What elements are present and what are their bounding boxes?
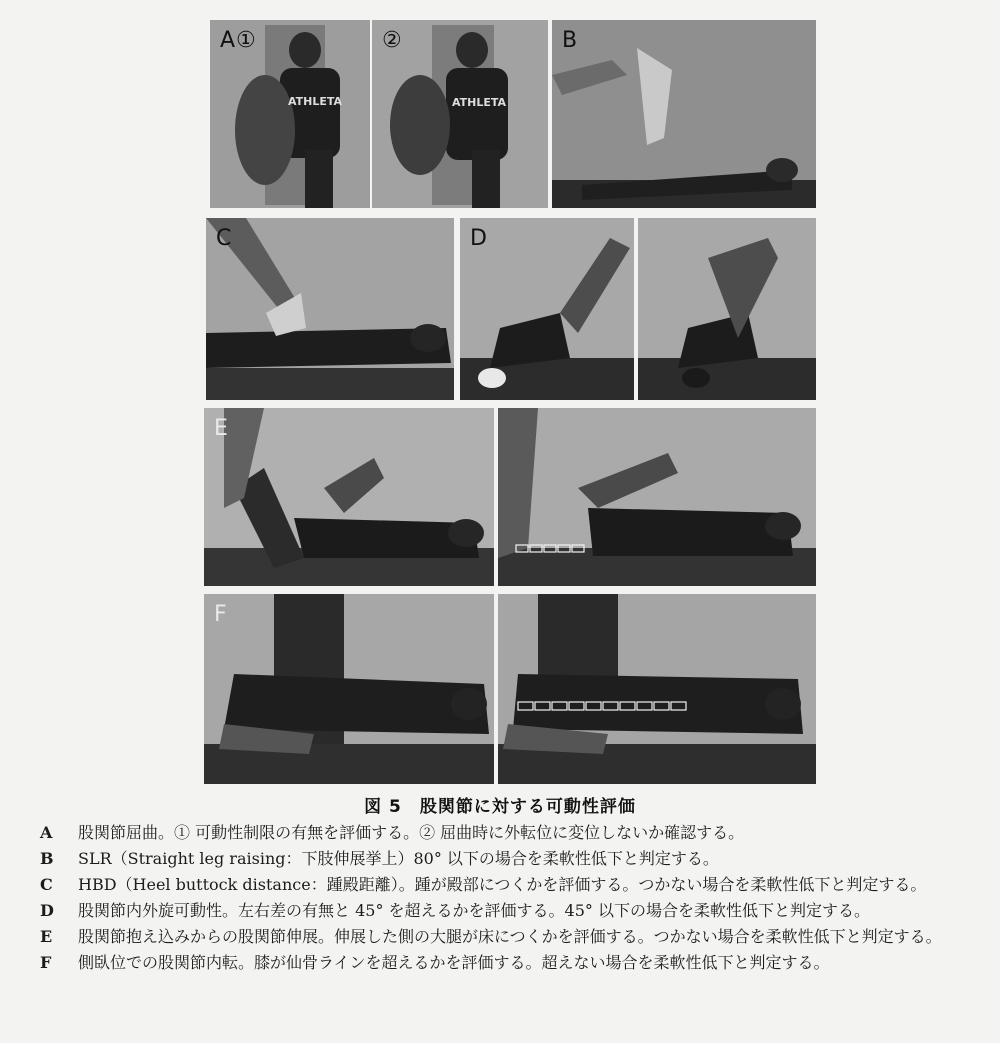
photo-panel-e1 — [204, 408, 494, 586]
photo-panel-c — [206, 218, 454, 400]
legend-text: SLR（Straight leg raising：下肢伸展挙上）80° 以下の場合を柔軟性低下と判定する。 — [78, 849, 719, 868]
photo-panel-a2 — [372, 20, 548, 208]
legend-text: 股関節屈曲。① 可動性制限の有無を評価する。② 屈曲時に外転位に変位しないか確認する。 — [78, 823, 745, 842]
shirt-text-a2: ATHLETA — [452, 96, 507, 109]
legend-text: HBD（Heel buttock distance：踵殿距離）。踵が殿部につくかを評価する。つかない場合を柔軟性低下と判定する。 — [78, 875, 927, 894]
figure-legend — [40, 822, 980, 978]
photo-panel-a1 — [210, 20, 370, 208]
legend-key: A — [40, 823, 53, 842]
photo-f2-scene — [498, 594, 816, 784]
photo-e2-scene — [498, 408, 816, 586]
panel-label-f: F — [214, 602, 228, 627]
photo-c-scene — [206, 218, 454, 400]
panel-label-a2: ② — [382, 28, 403, 53]
legend-text: 股関節内外旋可動性。左右差の有無と 45° を超えるかを評価する。45° 以下の場合を柔軟性低下と判定する。 — [78, 901, 870, 920]
panel-label-e: E — [214, 416, 229, 441]
figure-caption: 図 5 股関節に対する可動性評価 — [364, 797, 636, 817]
panel-label-d: D — [470, 226, 488, 251]
legend-item-d — [40, 900, 980, 922]
photo-panel-d2 — [638, 218, 816, 400]
legend-key: C — [40, 875, 53, 894]
photo-d2-scene — [638, 218, 816, 400]
shirt-text-a1: ATHLETA — [288, 95, 343, 108]
photo-panel-b — [552, 20, 816, 208]
legend-item-a — [40, 822, 980, 844]
legend-text: 股関節抱え込みからの股関節伸展。伸展した側の大腿が床につくかを評価する。つかない場合を柔軟性低下と判定する。 — [78, 927, 942, 946]
legend-key: B — [40, 849, 54, 868]
photo-f1-scene — [204, 594, 494, 784]
photo-e1-scene — [204, 408, 494, 586]
photo-b-scene — [552, 20, 816, 208]
panel-label-a1: A① — [220, 28, 257, 53]
photo-panel-d1 — [460, 218, 634, 400]
legend-key: F — [40, 953, 52, 972]
legend-item-e — [40, 926, 980, 948]
panel-label-c: C — [216, 226, 233, 251]
legend-item-f — [40, 952, 980, 974]
panel-label-b: B — [562, 28, 579, 53]
legend-text: 側臥位での股関節内転。膝が仙骨ラインを超えるかを評価する。超えない場合を柔軟性低下と判定する。 — [78, 953, 830, 972]
legend-key: E — [40, 927, 53, 946]
photo-panel-e2 — [498, 408, 816, 586]
legend-item-b — [40, 848, 980, 870]
photo-panel-f2 — [498, 594, 816, 784]
photo-panel-f1 — [204, 594, 494, 784]
legend-item-c — [40, 874, 980, 896]
legend-key: D — [40, 901, 54, 920]
